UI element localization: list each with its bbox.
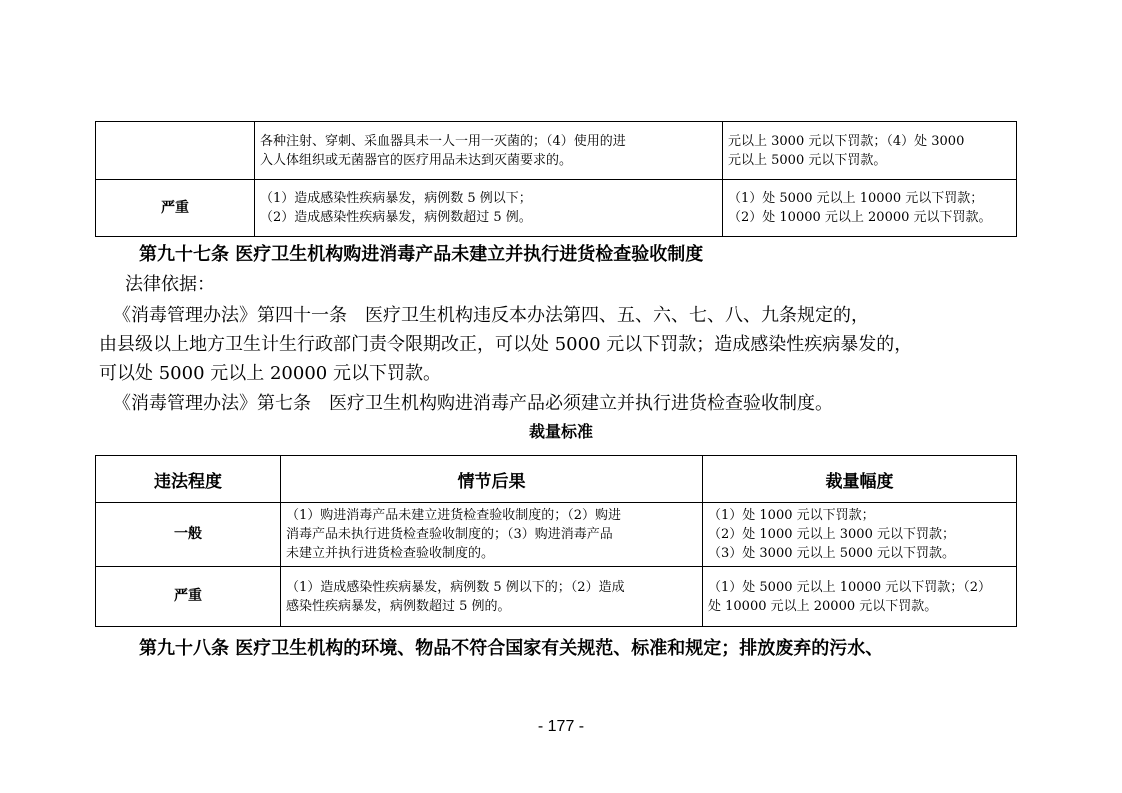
consequence-line: （1）造成感染性疾病暴发，病例数 5 例以下的；（2）造成 <box>286 579 625 595</box>
discretion-standard-table <box>95 455 1017 627</box>
penalty-table-continued <box>95 121 1017 237</box>
penalty-cell <box>723 122 1017 180</box>
penalty-cell <box>723 180 1017 237</box>
penalty-line: （2）处 1000 元以上 3000 元以下罚款； <box>708 527 955 542</box>
table-header-row <box>96 456 1017 503</box>
column-header-severity: 违法程度 <box>96 456 281 503</box>
consequence-cell <box>281 567 703 627</box>
severity-cell: 严重 <box>96 567 281 627</box>
consequence-line: （1）购进消毒产品未建立进货检查验收制度的；（2）购进 <box>286 508 622 523</box>
consequence-cell <box>281 503 703 567</box>
legal-basis-label: 法律依据： <box>125 274 215 295</box>
consequence-line: 入人体组织或无菌器官的医疗用品未达到灭菌要求的。 <box>260 152 573 168</box>
penalty-cell <box>703 503 1017 567</box>
column-header-penalty: 裁量幅度 <box>703 456 1017 503</box>
consequence-line: （1）造成感染性疾病暴发，病例数 5 例以下； <box>260 191 532 206</box>
table-row <box>96 503 1017 567</box>
article-98-heading: 第九十八条 医疗卫生机构的环境、物品不符合国家有关规范、标准和规定；排放废弃的污水、 <box>139 638 884 659</box>
consequence-cell <box>255 180 723 237</box>
article-97-heading: 第九十七条 医疗卫生机构购进消毒产品未建立并执行进货检查验收制度 <box>139 244 704 265</box>
penalty-line: 元以上 5000 元以下罚款。 <box>728 152 887 168</box>
penalty-line: （1）处 1000 元以下罚款； <box>708 508 875 523</box>
severity-cell: 严重 <box>96 180 255 237</box>
consequence-line: 消毒产品未执行进货检查验收制度的；（3）购进消毒产品 <box>286 527 613 542</box>
column-header-consequence: 情节后果 <box>281 456 703 503</box>
legal-basis-paragraph-2: 《消毒管理办法》第七条 医疗卫生机构购进消毒产品必须建立并执行进货检查验收制度。 <box>113 393 833 414</box>
penalty-line: 元以上 3000 元以下罚款；（4）处 3000 <box>728 133 965 149</box>
penalty-line: （2）处 10000 元以上 20000 元以下罚款。 <box>728 210 992 225</box>
consequence-line: （2）造成感染性疾病暴发，病例数超过 5 例。 <box>260 210 532 225</box>
page-number: - 177 - <box>537 718 585 735</box>
penalty-line: 处 10000 元以上 20000 元以下罚款。 <box>708 598 938 614</box>
consequence-line: 感染性疾病暴发，病例数超过 5 例的。 <box>286 598 511 614</box>
penalty-line: （1）处 5000 元以上 10000 元以下罚款；（2） <box>708 579 992 595</box>
table-row <box>96 122 1017 180</box>
legal-basis-paragraph-line: 由县级以上地方卫生计生行政部门责令限期改正，可以处 5000 元以下罚款；造成感染性疾病暴发的， <box>99 334 913 355</box>
severity-cell <box>96 122 255 180</box>
consequence-cell <box>255 122 723 180</box>
consequence-line: 未建立并执行进货检查验收制度的。 <box>286 546 495 561</box>
severity-cell: 一般 <box>96 503 281 567</box>
penalty-line: （3）处 3000 元以上 5000 元以下罚款。 <box>708 546 955 561</box>
table-row <box>96 180 1017 237</box>
legal-basis-paragraph-line: 可以处 5000 元以上 20000 元以下罚款。 <box>99 363 441 384</box>
penalty-line: （1）处 5000 元以上 10000 元以下罚款； <box>728 191 984 206</box>
table-row <box>96 567 1017 627</box>
discretion-standard-caption: 裁量标准 <box>528 422 593 441</box>
consequence-line: 各种注射、穿刺、采血器具未一人一用一灭菌的；（4）使用的进 <box>260 133 626 149</box>
penalty-cell <box>703 567 1017 627</box>
legal-basis-paragraph-line: 《消毒管理办法》第四十一条 医疗卫生机构违反本办法第四、五、六、七、八、九条规定的， <box>113 305 869 326</box>
